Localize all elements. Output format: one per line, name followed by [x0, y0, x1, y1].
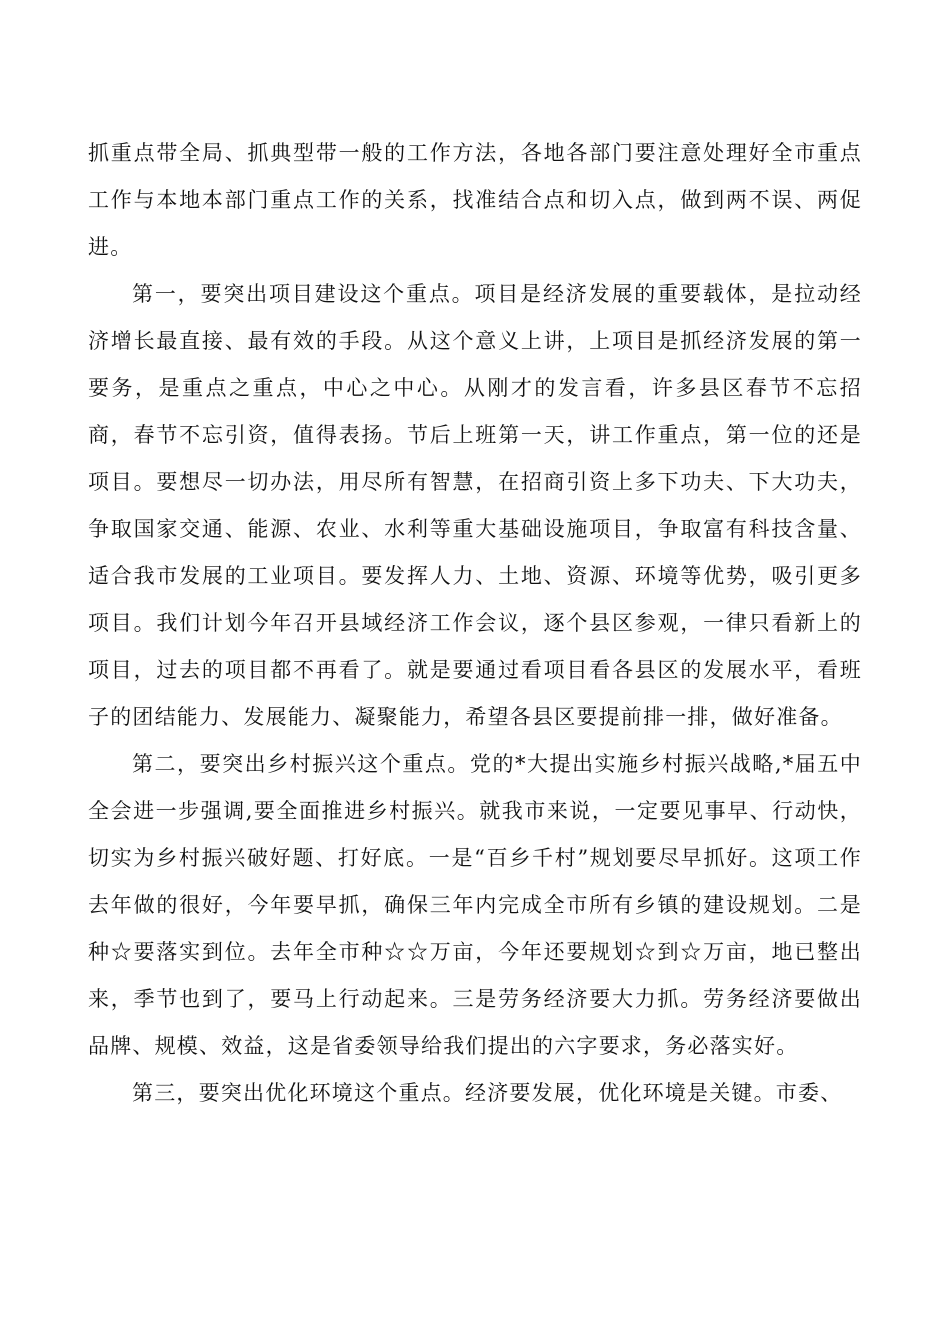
- paragraph-3: 第二，要突出乡村振兴这个重点。党的*大提出实施乡村振兴战略,*届五中全会进一步强调,要全面推进乡村振兴。就我市来说，一定要见事早、行动快，切实为乡村振兴破好题、打好底。一是“百乡千村”规划要尽早抓好。这项工作去年做的很好，今年要早抓，确保三年内完成全市所有乡镇的建设规划。二是种☆要落实到位。去年全市种☆☆万亩，今年还要规划☆到☆万亩，地已整出来，季节也到了，要马上行动起来。三是劳务经济要大力抓。劳务经济要做出品牌、规模、效益，这是省委领导给我们提出的六字要求，务必落实好。: [88, 752, 862, 1058]
- paragraph-2: 第一，要突出项目建设这个重点。项目是经济发展的重要载体，是拉动经济增长最直接、最有效的手段。从这个意义上讲，上项目是抓经济发展的第一要务，是重点之重点，中心之中心。从刚才的发言看，许多县区春节不忘招商，春节不忘引资，值得表扬。节后上班第一天，讲工作重点，第一位的还是项目。要想尽一切办法，用尽所有智慧，在招商引资上多下功夫、下大功夫，争取国家交通、能源、农业、水利等重大基础设施项目，争取富有科技含量、适合我市发展的工业项目。要发挥人力、土地、资源、环境等优势，吸引更多项目。我们计划今年召开县域经济工作会议，逐个县区参观，一律只看新上的项目，过去的项目都不再看了。就是要通过看项目看各县区的发展水平，看班子的团结能力、发展能力、凝聚能力，希望各县区要提前排一排，做好准备。: [88, 282, 862, 729]
- document-body: [88, 130, 862, 1117]
- paragraph-4: 第三，要突出优化环境这个重点。经济要发展，优化环境是关键。市委、: [132, 1081, 843, 1105]
- paragraph-1: 抓重点带全局、抓典型带一般的工作方法，各地各部门要注意处理好全市重点工作与本地本部门重点工作的关系，找准结合点和切入点，做到两不误、两促进。: [88, 141, 862, 259]
